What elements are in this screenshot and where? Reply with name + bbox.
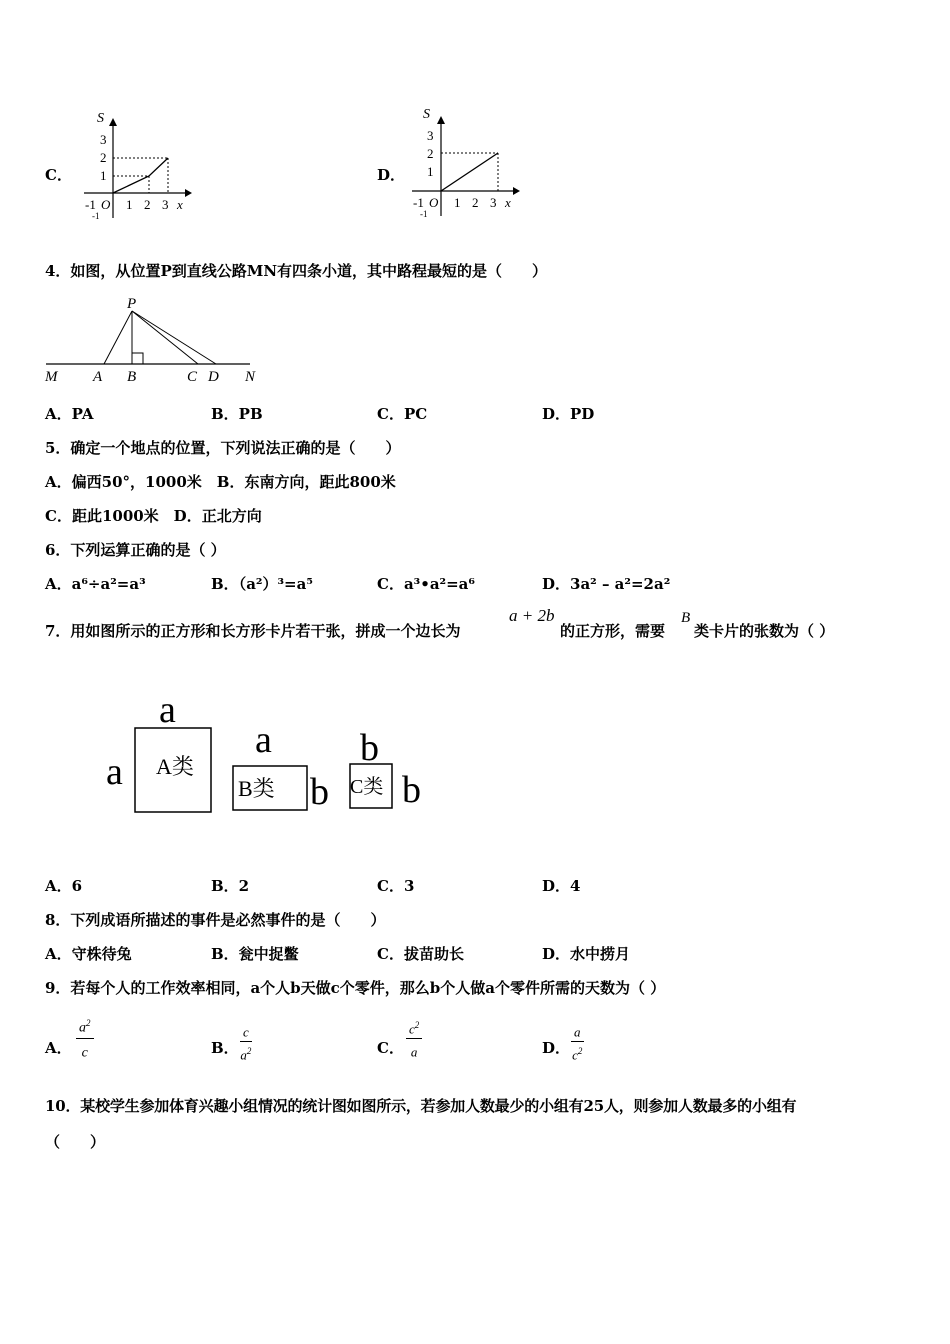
q9-b-num: c (243, 1024, 249, 1040)
q4-label-p: P (127, 296, 137, 312)
q7-question-part1: 7．用如图所示的正方形和长方形卡片若干张，拼成一个边长为 (45, 622, 461, 640)
q7-option-c: C．3 (377, 877, 415, 895)
q9-option-b-fraction (240, 1019, 252, 1065)
q6-option-c-label: C． (377, 575, 404, 593)
q8-option-b: B．瓮中捉鳖 (211, 945, 299, 963)
q6-option-a (45, 575, 146, 593)
q3-c-ytick-neg1: -1 (92, 211, 100, 221)
q7-expr-side: a + 2b (509, 606, 555, 625)
q4-option-b: B．PB (211, 405, 263, 423)
q6-question: 6．下列运算正确的是（ ） (45, 541, 226, 559)
q4-label-b: B (127, 369, 137, 385)
q3-c-xtick-2: 2 (144, 197, 151, 212)
q9-option-c-label: C． (377, 1039, 404, 1057)
q7-a-top: a (159, 689, 176, 731)
q7-option-d: D．4 (542, 877, 581, 895)
q7-question-part3: 类卡片的张数为（ ） (694, 622, 835, 640)
q7-c-card-label: C类 (350, 776, 384, 798)
q6-option-b (211, 575, 313, 593)
q6-option-b-label: B． (211, 575, 239, 593)
q6-option-c (377, 575, 475, 593)
q9-c-num: c (409, 1021, 415, 1037)
q9-d-den-exp: 2 (577, 1046, 583, 1057)
q6-option-a-expr: a⁶÷a²=a³ (71, 575, 146, 593)
q4-option-c: C．PC (377, 405, 428, 423)
q4-label-c: C (187, 369, 198, 385)
q7-option-a: A．6 (45, 877, 83, 895)
q9-d-den: c (572, 1047, 578, 1063)
q7-c-right: b (402, 769, 421, 811)
q3-graph-d (408, 104, 520, 219)
q7-b-top: a (255, 719, 272, 761)
q4-label-m: M (45, 369, 58, 385)
q4-option-d: D．PD (542, 405, 595, 423)
q9-a-den: c (81, 1045, 88, 1061)
q3-d-origin: O (429, 195, 439, 210)
q3-d-s-label: S (423, 107, 430, 122)
q6-option-d-expr: 3a² – a²=2a² (570, 575, 671, 593)
q9-question: 9．若每个人的工作效率相同，a个人b天做c个零件，那么b个人做a个零件所需的天数为（ ） (45, 979, 666, 997)
q4-label-n: N (245, 369, 256, 385)
q8-question: 8．下列成语所描述的事件是必然事件的是（ ） (45, 911, 386, 929)
q7-question-part2: 的正方形，需要 (560, 622, 666, 640)
q4-question: 4．如图，从位置P到直线公路MN有四条小道，其中路程最短的是（ ） (45, 262, 548, 280)
q9-option-d-fraction (571, 1019, 584, 1065)
q7-c-top: b (360, 727, 379, 769)
q6-option-c-expr: a³•a²=a⁶ (403, 575, 475, 593)
q9-c-num-exp: 2 (414, 1020, 420, 1030)
q5-options-line1: A．偏西50°，1000米 B．东南方向，距此800米 (45, 473, 396, 491)
q3-d-xtick-3: 3 (490, 195, 497, 210)
q10-question: 10．某校学生参加体育兴趣小组情况的统计图如图所示，若参加人数最少的小组有25人，则参加人数最多的小组有 (45, 1097, 797, 1115)
q4-label-d: D (208, 369, 219, 385)
q4-option-a: A．PA (45, 405, 94, 423)
q4-label-a: A (93, 369, 103, 385)
q9-a-num: a (79, 1020, 86, 1036)
q7-b-card-label: B类 (238, 776, 275, 801)
q3-c-xtick-1: 1 (126, 197, 133, 212)
q3-graph-c (80, 108, 192, 223)
q9-b-den-exp: 2 (246, 1046, 252, 1057)
q5-question: 5．确定一个地点的位置，下列说法正确的是（ ） (45, 439, 401, 457)
q3-d-x-label: x (505, 195, 511, 210)
q9-b-den: a (240, 1047, 247, 1063)
q9-c-den: a (410, 1044, 418, 1060)
q6-option-a-label: A． (45, 575, 72, 593)
q3-option-c-label: C． (45, 166, 72, 184)
q8-option-a: A．守株待兔 (45, 945, 132, 963)
q3-d-xtick-1: 1 (454, 195, 461, 210)
q3-c-ytick-3: 3 (100, 132, 107, 147)
q7-a-card-label: A类 (156, 754, 194, 779)
q7-b-right: b (310, 771, 329, 813)
q3-d-xtick-2: 2 (472, 195, 479, 210)
q9-option-a-label: A． (45, 1039, 72, 1057)
q3-c-x-label: x (177, 197, 183, 212)
q3-c-xtick-3: 3 (162, 197, 169, 212)
q8-option-c: C．拔苗助长 (377, 945, 464, 963)
q9-option-d-label: D． (542, 1039, 571, 1057)
q9-option-c-fraction (406, 1016, 422, 1062)
q9-a-num-exp: 2 (86, 1018, 91, 1028)
q6-option-b-expr: （a²）³=a⁵ (238, 575, 313, 593)
q10-blank: （ ） (45, 1133, 106, 1151)
q4-figure (40, 293, 280, 385)
q3-d-ytick-neg1: -1 (420, 209, 428, 219)
q6-option-d (542, 575, 670, 593)
q3-d-ytick-1: 1 (427, 164, 434, 179)
q3-d-ytick-3: 3 (427, 128, 434, 143)
q3-c-origin: O (101, 197, 111, 212)
q3-option-d-label: D． (377, 166, 406, 184)
q7-cards-figure (100, 688, 440, 818)
q7-a-left: a (106, 751, 123, 793)
q6-option-d-label: D． (542, 575, 571, 593)
q3-c-xtick-neg1: -1 (85, 197, 96, 212)
q9-option-a-fraction (76, 1014, 94, 1062)
q7-option-b: B．2 (211, 877, 250, 895)
q5-options-line2: C．距此1000米 D．正北方向 (45, 507, 262, 525)
q9-option-b-label: B． (211, 1039, 239, 1057)
q3-c-ytick-2: 2 (100, 150, 107, 165)
q3-d-xtick-neg1: -1 (413, 195, 424, 210)
q3-c-ytick-1: 1 (100, 168, 107, 183)
q7-expr-b: B (681, 610, 691, 626)
q9-d-num: a (574, 1024, 581, 1040)
q3-d-ytick-2: 2 (427, 146, 434, 161)
q3-c-s-label: S (97, 111, 104, 126)
q8-option-d: D．水中捞月 (542, 945, 631, 963)
